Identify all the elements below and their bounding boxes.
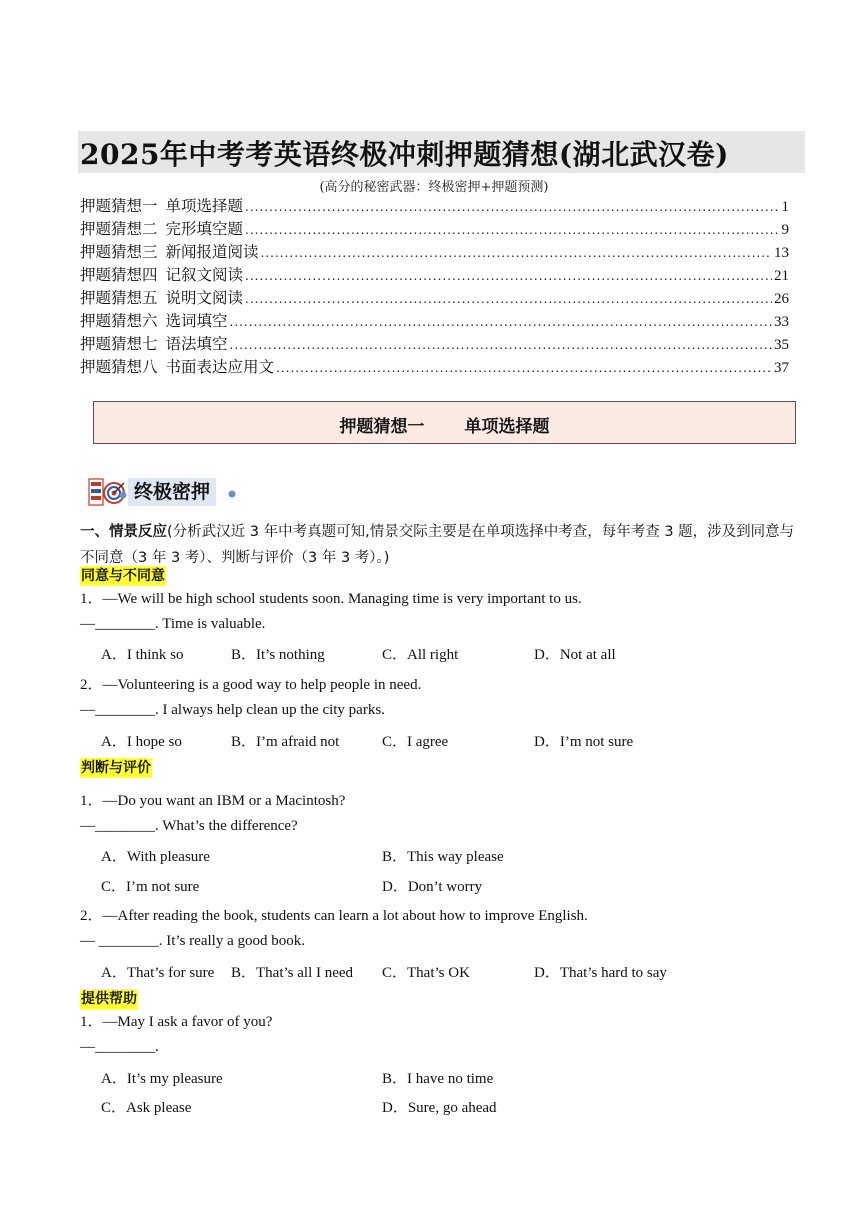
option-b[interactable]: B．This way please [382,849,504,865]
toc-page-number: 33 [774,314,789,330]
toc-entry[interactable] [80,332,789,353]
option-d[interactable]: D．That’s hard to say [534,965,667,981]
toc-entry[interactable] [80,309,789,330]
question-reply: —________. Time is valuable. [80,616,266,632]
toc-label: 押题猜想四 [80,266,158,284]
toc-leader-dots [230,315,772,329]
question-reply: —________. [80,1039,159,1055]
document-title: 2025年中考考英语终极冲刺押题猜想(湖北武汉卷) [80,138,729,171]
toc-label: 押题猜想七 [80,335,158,353]
toc-page-number: 26 [774,291,789,307]
toc-page-number: 37 [774,360,789,376]
toc-leader-dots [245,269,772,283]
toc-entry[interactable] [80,286,789,307]
part-note: (分析武汉近 3 年中考真题可知,情景交际主要是在单项选择中考查，每年考查 3 题，涉及到同意与不同意（3 年 3 考）、判断与评价（3 年 3 考）。) [80,524,795,566]
option-d[interactable]: D．Sure, go ahead [382,1100,497,1116]
toc-leader-dots [261,246,772,260]
toc-topic: 新闻报道阅读 [165,243,259,261]
group-heading: 同意与不同意 [81,568,165,584]
toc-label: 押题猜想一 [80,197,158,215]
toc-page-number: 21 [774,268,789,284]
section-title [94,412,795,437]
toc-page-number: 35 [774,337,789,353]
toc-topic: 书面表达应用文 [165,358,275,376]
toc-label: 押题猜想五 [80,289,158,307]
section-label: 押题猜想一 [339,417,425,437]
toc-label: 押题猜想三 [80,243,158,261]
toc-topic: 完形填空题 [165,220,244,238]
option-a[interactable]: A．I hope so [101,734,182,750]
question-prompt: 1．—We will be high school students soon. Managing time is very important to us. [80,591,582,607]
toc-entry[interactable] [80,217,789,238]
document-subtitle: (高分的秘密武器：终极密押+押题预测) [319,180,549,195]
option-a[interactable]: A．With pleasure [101,849,210,865]
toc-topic: 单项选择题 [165,197,244,215]
section-topic: 单项选择题 [464,417,550,437]
option-c[interactable]: C．I’m not sure [101,879,200,895]
toc-leader-dots [245,200,779,214]
group-heading: 提供帮助 [81,991,137,1007]
option-b[interactable]: B．I have no time [382,1071,494,1087]
toc-leader-dots [245,223,779,237]
option-c[interactable]: C．That’s OK [382,965,470,981]
section-header-box [93,401,796,444]
toc-topic: 记叙文阅读 [165,266,244,284]
toc-leader-dots [230,338,772,352]
question-reply: —________. What’s the difference? [80,818,298,834]
option-a[interactable]: A．That’s for sure [101,965,215,981]
toc-leader-dots [276,361,772,375]
group-heading: 判断与评价 [81,760,151,776]
toc-label: 押题猜想六 [80,312,158,330]
option-a[interactable]: A．It’s my pleasure [101,1071,223,1087]
option-b[interactable]: B．It’s nothing [231,647,325,663]
toc-page-number: 13 [774,245,789,261]
part-title: 一、情景反应 [80,524,167,540]
option-a[interactable]: A．I think so [101,647,184,663]
toc-label: 押题猜想二 [80,220,158,238]
question-prompt: 1．—Do you want an IBM or a Macintosh? [80,793,346,809]
toc-entry[interactable] [80,263,789,284]
question-reply: — ________. It’s really a good book. [80,933,305,949]
part-heading [80,519,800,571]
option-c[interactable]: C．All right [382,647,459,663]
question-prompt: 1．—May I ask a favor of you? [80,1014,273,1030]
toc-label: 押题猜想八 [80,358,158,376]
toc-topic: 语法填空 [165,335,228,353]
badge-label: 终极密押 [128,478,216,506]
question-reply: —________. I always help clean up the city parks. [80,702,385,718]
option-d[interactable]: D．Don’t worry [382,879,483,895]
option-c[interactable]: C．I agree [382,734,449,750]
option-d[interactable]: D．I’m not sure [534,734,634,750]
toc-leader-dots [245,292,772,306]
option-c[interactable]: C．Ask please [101,1100,192,1116]
option-b[interactable]: B．That’s all I need [231,965,354,981]
toc-page-number: 9 [781,222,789,238]
option-b[interactable]: B．I’m afraid not [231,734,340,750]
toc-entry[interactable] [80,355,789,376]
toc-topic: 说明文阅读 [165,289,244,307]
toc-entry[interactable] [80,194,789,215]
toc-topic: 选词填空 [165,312,228,330]
toc-page-number: 1 [781,199,789,215]
option-d[interactable]: D．Not at all [534,647,616,663]
question-prompt: 2．—Volunteering is a good way to help people in need. [80,677,422,693]
toc-entry[interactable] [80,240,789,261]
question-prompt: 2．—After reading the book, students can learn a lot about how to improve English. [80,908,588,924]
